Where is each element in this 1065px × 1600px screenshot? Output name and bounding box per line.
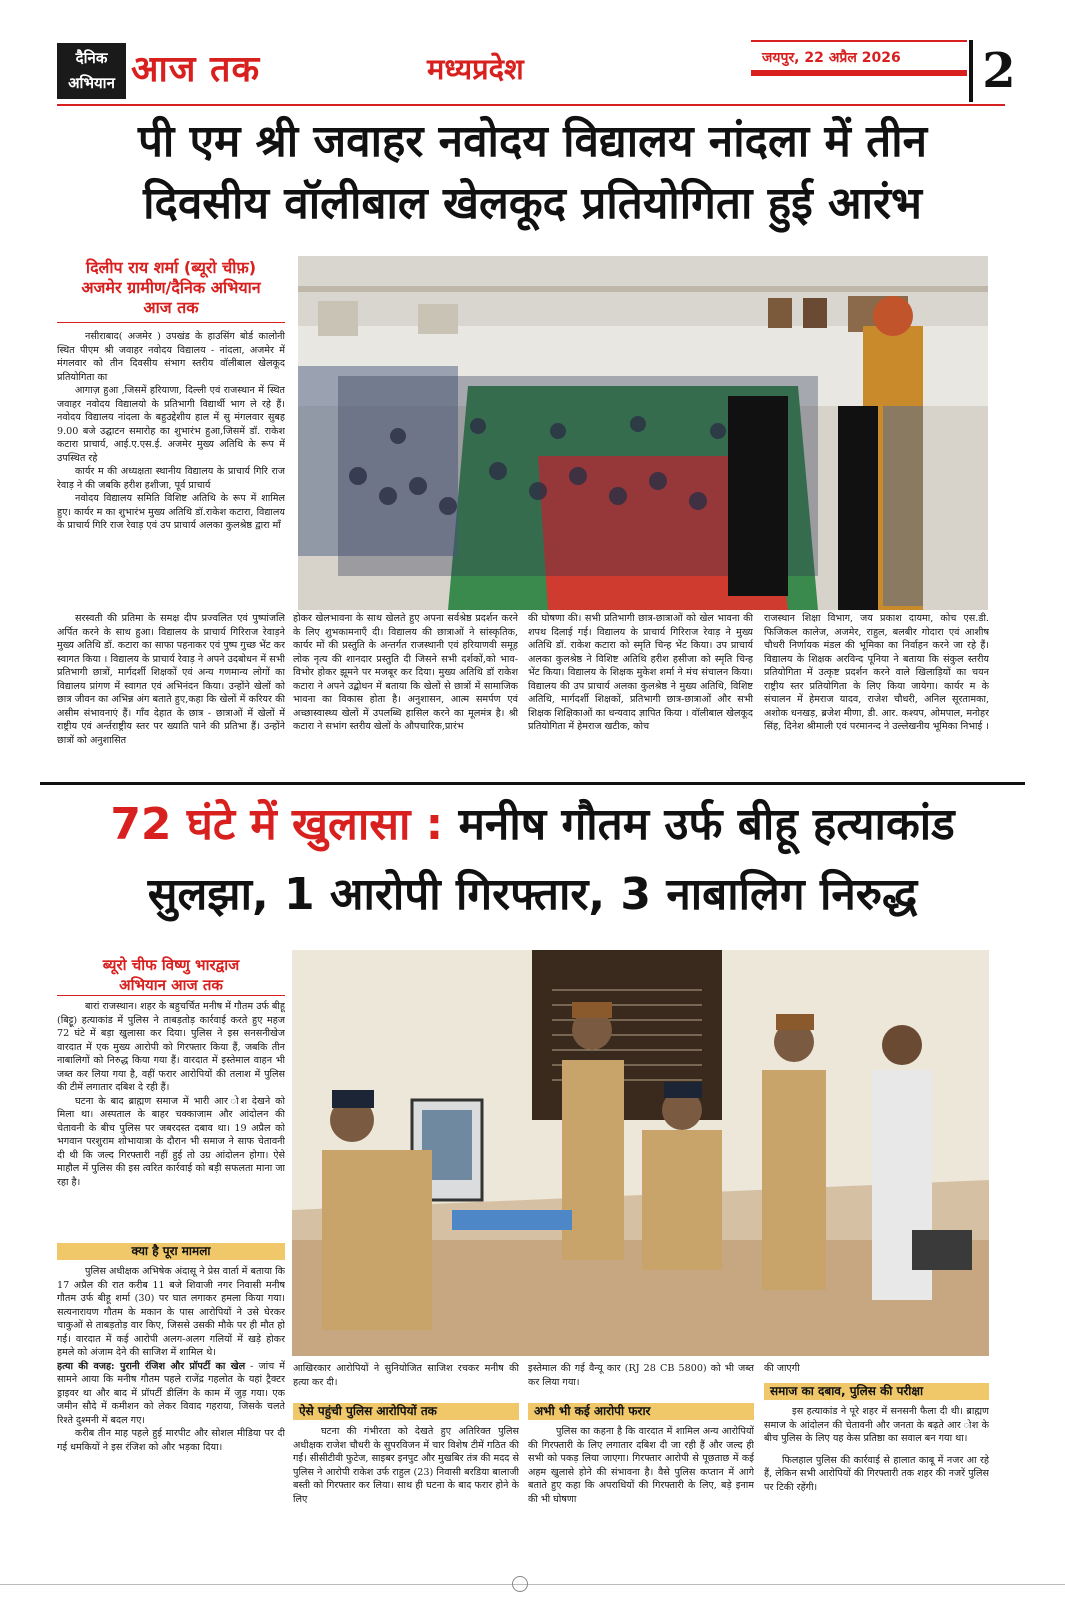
logo-line1: दैनिक xyxy=(75,49,108,67)
bottom-trim-line xyxy=(0,1584,1065,1585)
story1-photo-volleyball-ceremony xyxy=(298,256,988,610)
story2-photo-drawing xyxy=(292,950,989,1356)
story2-headline-line1 xyxy=(40,795,1025,855)
story2-vajah-text: - जांच में सामने आया कि मनीष गौतम पहले राजेंद्र गहलोत के यहां ट्रैक्टर ड्राइवर था और बाद में प्रॉपर्टी डीलिंग के काम में जुड़ गया। एक जमीन सौदे में कमीशन को लेकर विवाद गहराया, जिसके चलते रिश्ते दुश्मनी में बदल गए। xyxy=(57,1360,285,1426)
story2-byline-rule xyxy=(57,995,285,996)
issue-date: जयपुर, 22 अप्रैल 2026 xyxy=(762,50,901,66)
masthead xyxy=(57,40,1016,102)
subhead-police-pahuchi: ऐसे पहुंची पुलिस आरोपियों तक xyxy=(293,1403,519,1420)
story1-col1-para2: आगाज़ हुआ ,जिसमें हरियाणा, दिल्ली एवं राजस्थान में स्थित जवाहर नवोदय विद्यालयो के प्रतिभागी विद्यार्थी भाग ले रहे हैं। नवोदय विद्यालय नांदला के बहुउद्देशीय हाल में सु मंगलवार सुबह 9.00 बजे उद्घाटन समारोह का शुभारंभ हुआ,जिसमें डॉ. राकेश कटारा प्राचार्य, आई.ए.एस.ई. अजमेर मुख्य अतिथि के रूप में उपस्थित रहे xyxy=(57,385,285,464)
story2-column-b-body xyxy=(293,1425,519,1545)
story1-col1-para3: कार्यर म की अध्यक्षता स्थानीय विद्यालय के प्राचार्य गिरि राज रेवाड़ ने की जबकि हरीश हशीजा, पूर्व प्राचार्य xyxy=(57,466,285,491)
story2-column-d-top xyxy=(764,1362,989,1378)
story2-colB-text: घटना की गंभीरता को देखते हुए अतिरिक्त पुलिस अधीक्षक राजेश चौधरी के सुपरविजन में चार विशेष टीमें गठित की गईं। सीसीटीवी फुटेज, साइबर इनपुट और मुखबिर तंत्र की मदद से पुलिस ने आरोपी राकेश उर्फ राहुल (23) निवासी बरडिया बालाजी बस्ती को गिरफ्तार कर लिया। साथ ही घटना के बाद फरार होने के लिए xyxy=(293,1426,519,1505)
page-number: 2 xyxy=(969,40,1025,102)
story1-byline-line1: दिलीप राय शर्मा (ब्यूरो चीफ़) xyxy=(85,258,257,277)
subhead-poora-mamla: क्या है पूरा मामला xyxy=(57,1243,285,1260)
masthead-logo-box xyxy=(57,43,126,99)
story1-byline-line3: आज तक xyxy=(143,298,199,317)
story2-byline-line2: अभियान आज तक xyxy=(119,976,223,994)
story1-photo-drawing xyxy=(298,256,988,610)
story1-col1-para4: नवोदय विद्यालय समिति विशिष्ट अतिथि के रूप में शामिल हुए। कार्यर म का शुभारंभ मुख्य अतिथि डॉ.राकेश कटारा, विद्यालय के प्राचार्य गिरि राज रेवाड़ एवं उप प्राचार्य अलका कुलश्रेष्ठ द्वारा माँ xyxy=(57,493,285,531)
story1-column4 xyxy=(764,612,989,777)
logo-line2: अभियान xyxy=(68,74,115,92)
story2-headline-red: 72 घंटे में खुलासा : xyxy=(110,799,459,850)
story1-headline-line1: पी एम श्री जवाहर नवोदय विद्यालय नांदला में तीन xyxy=(137,116,928,167)
story2-colC-top: इस्तेमाल की गई वैन्यू कार (RJ 28 CB 5800) को भी जब्त कर लिया गया। xyxy=(528,1363,754,1388)
story2-colC-text: पुलिस का कहना है कि वारदात में शामिल अन्य आरोपियों की गिरफ्तारी के लिए लगातार दबिश दी जा रही हैं और जल्द ही सभी को पकड़ लिया जाएगा। गिरफ्तार आरोपी से पूछताछ में कई अहम खुलासे होने की संभावना है। वैसे पुलिस कप्तान में आगे बताते हुए कहा कि अपराधियों की गिरफ्तारी के लिए, बड़े इनाम की भी घोषणा xyxy=(528,1426,754,1505)
story-divider xyxy=(40,782,1025,785)
story2-byline-line1: ब्यूरो चीफ विष्णु भारद्वाज xyxy=(102,956,240,974)
story2-column-d-body xyxy=(764,1405,989,1545)
story2-vajah-label: हत्या की वजह: पुरानी रंजिश और प्रॉपर्टी का खेल xyxy=(57,1360,246,1372)
story1-column2 xyxy=(293,612,518,777)
story2-headline-line2: सुलझा, 1 आरोपी गिरफ्तार, 3 नाबालिग निरुद्ध xyxy=(147,869,918,920)
masthead-top-bar xyxy=(751,40,967,42)
story2-headline-line1-rest: मनीष गौतम उर्फ बीहू हत्याकांड xyxy=(458,799,955,850)
story2-colD-text1: इस हत्याकांड ने पूरे शहर में सनसनी फैला दी थी। ब्राह्मण समाज के आंदोलन की चेतावनी और जनता के बढ़ते आर ोश के बीच पुलिस के लिए यह केस प्रतिष्ठा का सवाल बन गया था। xyxy=(764,1406,989,1444)
story2-colB-top: आखिरकार आरोपियों ने सुनियोजित साजिश रचकर मनीष की हत्या कर दी। xyxy=(293,1363,519,1388)
story1-byline-line2: अजमेर ग्रामीण/दैनिक अभियान xyxy=(81,278,261,297)
story1-col4-text: राजस्थान शिक्षा विभाग, जय प्रकाश दायमा, कोच एस.डी. फिजिकल कालेज, अजमेर, राहुल, बलबीर गोदारा एवं आशीष चौधरी निर्णायक मंडल की भूमिका का निर्वाहन करने जा रहे हैं। विद्यालय के शिक्षक अरविन्द पूनिया ने बताया कि संकुल स्तरीय प्रतियोगिता में उत्कृष्ट प्रदर्शन करने वाले खिलाड़ियों का चयन राष्ट्रीय स्तर प्रतियोगिता के लिए किया जायेगा। कार्यर म के संचालन में हेमराज यादव, राजेश चौधरी, अनिल सूरतामका, अशोक धनखड़, ब्रजेश मीणा, डी. आर. कश्यप, ओमपाल, मनोहर सिंह, दिनेश श्रीमाली एवं परमानन्द ने उल्लेखनीय भूमिका निभाई । xyxy=(764,613,989,732)
story2-column-c-top xyxy=(528,1362,754,1394)
story2-intro-para2: घटना के बाद ब्राह्मण समाज में भारी आर ोश देखने को मिला था। अस्पताल के बाहर चक्काजाम और आंदोलन की चेतावनी के बीच पुलिस पर जबरदस्त दबाव था। 19 अप्रैल को भगवान परशुराम शोभायात्रा के दौरान भी समाज ने साफ चेतावनी दी थी कि जल्द गिरफ्तारी नहीं हुई तो उग्र आंदोलन होगा। ऐसे माहौल में पुलिस की इस त्वरित कार्रवाई को बड़ी सफलता माना जा रहा है। xyxy=(57,1095,285,1188)
story1-byline xyxy=(57,258,285,318)
story1-byline-rule xyxy=(57,322,285,323)
logo-title: आज तक xyxy=(131,49,261,90)
story2-intro-para1: बारां राजस्थान। शहर के बहुचर्चित मनीष में गौतम उर्फ बीहू (बिट्टू) हत्याकांड में पुलिस ने ताबड़तोड़ कार्रवाई करते हुए महज 72 घंटे में बड़ा खुलासा कर दिया। पुलिस ने इस सनसनीखेज वारदात में एक मुख्य आरोपी को गिरफ्तार किया हैं, जबकि तीन नाबालिगों को निरुद्ध किया गया हैं। वारदात में इस्तेमाल वाहन भी जब्त कर लिया गया है, वहीं फरार आरोपियों की तलाश में पुलिस की टीमें लगातार दबिश दे रही हैं। xyxy=(57,1001,285,1093)
story1-column1-cont xyxy=(57,612,285,777)
masthead-rule xyxy=(57,104,1005,106)
story2-last-para: करीब तीन माह पहले हुई मारपीट और सोशल मीडिया पर दी गई धमकियों ने इस रंजिश को और भड़का दिया। xyxy=(57,1428,285,1453)
subhead-samaj-dabav: समाज का दबाव, पुलिस की परीक्षा xyxy=(764,1383,989,1400)
story2-photo-police-press xyxy=(292,950,989,1356)
story2-byline xyxy=(57,955,285,995)
story1-col2-text: होकर खेलभावना के साथ खेलते हुए अपना सर्वश्रेष्ठ प्रदर्शन करने के लिए शुभकामनाएँ दी। विद्यालय की छात्राओं ने सांस्कृतिक, कार्यर मों की प्रस्तुति के अन्तर्गत राजस्थानी एवं हरियाणवी समूह लोक नृत्य की शानदार प्रस्तुति दी जिसने सभी दर्शकों,को भाव-विभोर होकर झूमने पर मजबूर कर दिया। मुख्य अतिथि डॉ राकेश कटारा ने अपने उद्बोधन में बताया कि खेलों से छात्रों में सामाजिक भावना का विकास होता है। अनुशासन, आत्म समर्पण एवं अच्छास्वास्थ्य खेलों में उपलब्धि हासिल करने का मूलमंत्र है। श्री कटारा ने सभांग स्तरीय खेलों के औपचारिक,प्रारंभ xyxy=(293,613,518,732)
story2-column-a-body xyxy=(57,1265,285,1545)
story1-col1-para1: नसीराबाद( अजमेर ) उपखंड के हाउसिंग बोर्ड कालोनी स्थित पीएम श्री जवाहर नवोदय विद्यालय - नांदला, अजमेर में मंगलवार को तीन दिवसीय संभाग स्तरीय वॉलीबाल खेलकूद प्रतियोगिता का xyxy=(57,331,285,383)
story1-column1 xyxy=(57,330,285,612)
registration-mark-icon xyxy=(512,1576,528,1592)
story2-column-c-body xyxy=(528,1425,754,1545)
region-label: मध्यप्रदेश xyxy=(427,52,524,86)
story2-colD-top: की जाएगी xyxy=(764,1363,800,1374)
story2-mamla-text: पुलिस अधीक्षक अभिषेक अंदासू ने प्रेस वार्ता में बताया कि 17 अप्रैल की रात करीब 11 बजे शिवाजी नगर निवासी मनीष गौतम उर्फ बीहू शर्मा (30) पर घात लगाकर हमला किया गया। सत्यनारायण गौतम के मकान के पास आरोपियों ने उसे घेरकर चाकुओं से ताबड़तोड़ वार किए, जिससे उसकी मौके पर ही मौत हो गई। वारदात में कई आरोपी अलग-अलग गलियों में खड़े होकर हमले को अंजाम देने की साजिश में शामिल थे। xyxy=(57,1266,285,1358)
story1-col1-para5: सरस्वती की प्रतिमा के समक्ष दीप प्रज्वलित एवं पुष्पांजलि अर्पित करने के साथ हुआ। विद्यालय के प्राचार्य गिरिराज रेवाड़ने मुख्य अतिथि डॉ. कटारा का साफा पहनाकर एवं पुष्प गुच्छ भेंट कर स्वागत किया । विद्यालय के प्राचार्य रेवाड़ ने अपने उदबोधन में सभी प्रतिभागी छात्रों, मार्गदर्शी शिक्षकों एवं अन्य गणमान्य लोगों का विद्यालय प्रांगण में स्वागत एवं अभिनंदन किया। उन्होंने खेलों को छात्र जीवन का अभिन्न अंग बताते हुए,कहा कि खेलों में करियर की असीम संभावनाएं हैं। गाँव देहात के छात्र - छात्राओं में खेलों में राष्ट्रीय एवं अर्न्तराष्ट्रीय स्तर पर ख्याति पाने की प्रतिभा हैं। उन्होंने छात्रों को अनुशासित xyxy=(57,613,285,746)
story2-intro xyxy=(57,1000,285,1240)
story1-col3-text: की घोषणा की। सभी प्रतिभागी छात्र-छात्राओं को खेल भावना की शपथ दिलाई गई। विद्यालय के प्राचार्य गिरिराज रेवाड़ ने मुख्य अतिथि डॉ. राकेश कटारा को स्मृति चिन्ह भेंट किया। उप प्राचार्य अलका कुलश्रेष्ठ ने विशिष्ट अतिथि हरीश हसीजा को स्मृति चिन्ह भेंट किया। विद्यालय के शिक्षक मुकेश शर्मा ने मंच संचालन किया। विद्यालय की उप प्राचार्य अलका कुलश्रेष्ठ ने मुख्य अतिथि, विशिष्ट अतिथि, मार्गदर्शी शिक्षकों, प्रतिभागी छात्र-छात्राओं और सभी शिक्षक शिक्षिकाओं का धन्यवाद ज्ञापित किया । वॉलीबाल खेलकूद प्रतियोगिता में हेमराज खटीक, कोच xyxy=(528,613,753,732)
story1-headline-line2: दिवसीय वॉलीबाल खेलकूद प्रतियोगिता हुई आरंभ xyxy=(143,178,922,229)
story2-column-b-top xyxy=(293,1362,519,1394)
story2-colD-text2: फिलहाल पुलिस की कार्रवाई से हालात काबू में नजर आ रहे हैं, लेकिन सभी आरोपियों की गिरफ्तारी तक शहर की नजरें पुलिस पर टिकी रहेंगी। xyxy=(764,1454,989,1493)
subhead-aaropi-farar: अभी भी कई आरोपी फरार xyxy=(528,1403,754,1420)
story1-column3 xyxy=(528,612,753,777)
masthead-red-bar xyxy=(751,70,967,76)
